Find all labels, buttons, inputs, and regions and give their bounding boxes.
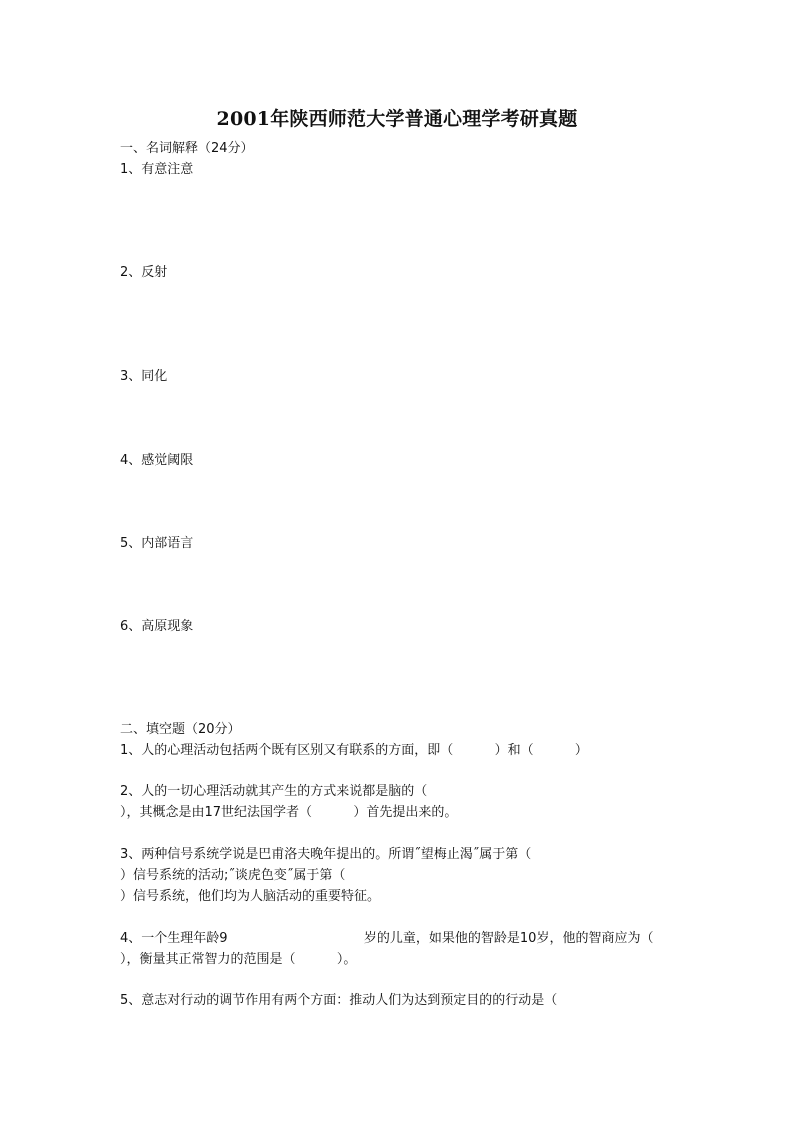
- question-3-line: ）信号系统的活动;˝谈虎色变˝属于第（: [120, 868, 346, 883]
- question-2-line: ），其概念是由17世纪法国学者（ ）首先提出来的。: [120, 805, 458, 820]
- question-3-line: 3、两种信号系统学说是巴甫洛夫晚年提出的。所谓˝望梅止渴˝属于第（: [120, 847, 532, 862]
- section-heading-fill-blank: 二、填空题（20分）: [120, 722, 241, 737]
- question-4-line: ），衡量其正常智力的范围是（ ）。: [120, 952, 357, 967]
- definition-item: 1、有意注意: [120, 162, 194, 177]
- definition-item: 2、反射: [120, 265, 168, 280]
- definition-item: 4、感觉阈限: [120, 453, 194, 468]
- question-3-line: ）信号系统，他们均为人脑活动的重要特征。: [120, 889, 381, 904]
- document-title: 2001年陕西师范大学普通心理学考研真题: [216, 108, 578, 130]
- question-1-line: 1、人的心理活动包括两个既有区别又有联系的方面，即（ ）和（ ）: [120, 743, 588, 758]
- question-4-line: 4、一个生理年龄9 岁的儿童，如果他的智龄是10岁，他的智商应为（: [120, 931, 654, 946]
- definition-item: 6、高原现象: [120, 619, 194, 634]
- question-5-line: 5、意志对行动的调节作用有两个方面：推动人们为达到预定目的的行动是（: [120, 993, 558, 1008]
- definition-item: 5、内部语言: [120, 536, 194, 551]
- question-2-line: 2、人的一切心理活动就其产生的方式来说都是脑的（: [120, 784, 428, 799]
- definition-item: 3、同化: [120, 369, 168, 384]
- section-heading-definitions: 一、名词解释（24分）: [120, 141, 254, 156]
